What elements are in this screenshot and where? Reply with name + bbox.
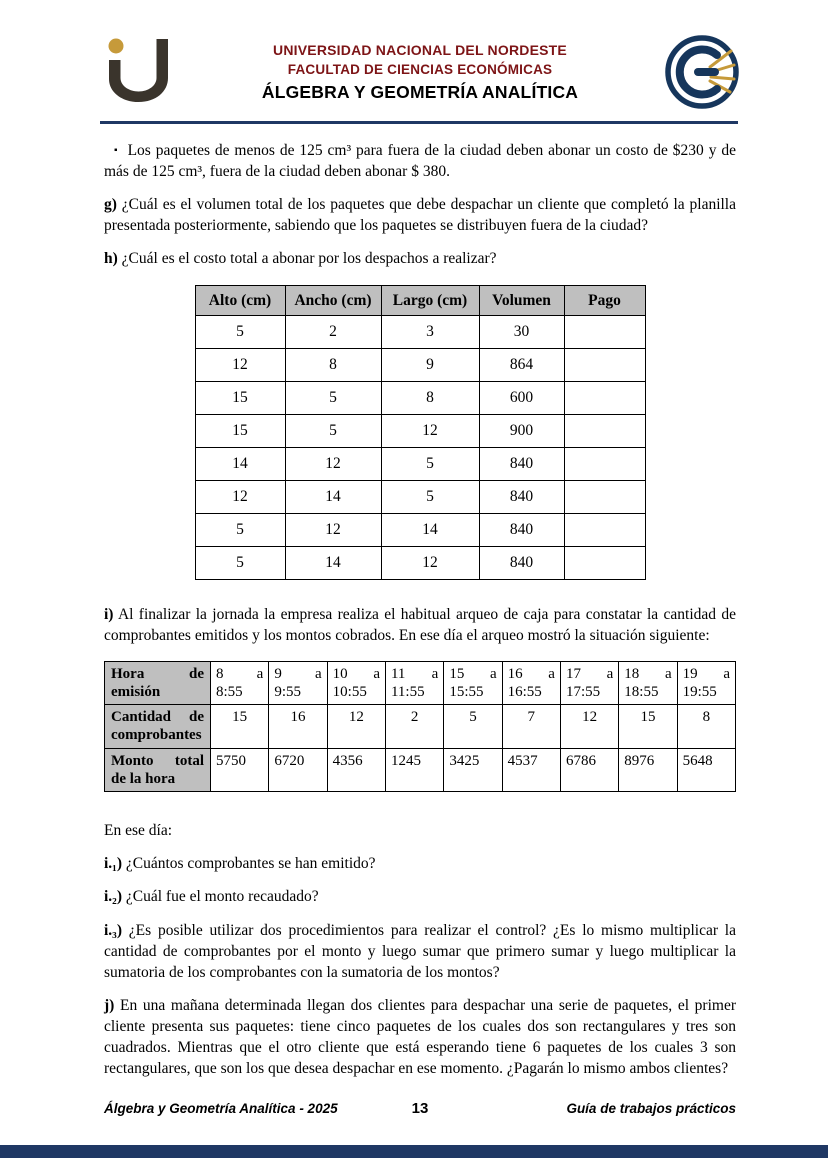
cell: 840 bbox=[479, 481, 564, 514]
item-i3 bbox=[104, 920, 736, 983]
cell: 600 bbox=[479, 382, 564, 415]
arqueo-row-hora bbox=[105, 661, 736, 705]
item-h-text: ¿Cuál es el costo total a abonar por los despachos a realizar? bbox=[121, 250, 497, 268]
cell-pago-empty bbox=[564, 514, 645, 547]
page-footer bbox=[104, 1100, 736, 1117]
item-g-text: ¿Cuál es el volumen total de los paquetes que debe despachar un cliente que completó la planilla presentada posteriormente, sabiendo que los paquetes se distribuyen fuera de la ciudad? bbox=[104, 196, 736, 235]
item-i1 bbox=[104, 853, 736, 874]
cell: 12 bbox=[285, 514, 381, 547]
cell: 14 bbox=[381, 514, 479, 547]
arqueo-row-cantidad bbox=[105, 705, 736, 749]
unne-logo bbox=[100, 34, 176, 110]
page-header bbox=[0, 0, 828, 110]
arqueo-row-monto bbox=[105, 748, 736, 792]
cell: 840 bbox=[479, 547, 564, 580]
cell: 8 bbox=[381, 382, 479, 415]
item-j-text: En una mañana determinada llegan dos clientes para despachar una serie de paquetes, el primer cliente presenta sus paquetes: tiene cinco paquetes de los cuales dos son rectangulares y tres son cuadrados. Mientras que el otro cliente que está esperando tiene 6 paquetes de los cuales 3 son rectangulares, que son los que desea despachar en ese momento. ¿Pagarán lo mismo ambos clientes? bbox=[104, 996, 736, 1078]
page-content bbox=[0, 124, 828, 1079]
cell: 5 bbox=[195, 316, 285, 349]
item-i3-text: ¿Es posible utilizar dos procedimientos para realizar el control? ¿Es lo mismo multiplicar la cantidad de comprobantes por el monto y luego sumar que primero sumar y luego multiplicar la sumatoria de los comprobantes con la sumatoria de los montos? bbox=[104, 921, 736, 981]
column-header-alto: Alto (cm) bbox=[195, 286, 285, 316]
table-row bbox=[195, 481, 645, 514]
cell: 5 bbox=[285, 415, 381, 448]
qty-cell: 5 bbox=[444, 705, 502, 749]
bottom-bar bbox=[0, 1145, 828, 1158]
bullet-text: Los paquetes de menos de 125 cm³ para fuera de la ciudad deben abonar un costo de $230 y de más de 125 cm³, fuera de la ciudad deben abonar $ 380. bbox=[104, 142, 736, 181]
cell: 15 bbox=[195, 415, 285, 448]
cell: 15 bbox=[195, 382, 285, 415]
qty-cell: 7 bbox=[502, 705, 560, 749]
hour-cell: 19 a 19:55 bbox=[677, 661, 735, 705]
hour-cell: 9 a 9:55 bbox=[269, 661, 327, 705]
cell: 900 bbox=[479, 415, 564, 448]
item-i2 bbox=[104, 886, 736, 907]
cell-pago-empty bbox=[564, 415, 645, 448]
packages-header-row bbox=[195, 286, 645, 316]
cell: 30 bbox=[479, 316, 564, 349]
arqueo-table bbox=[104, 661, 736, 793]
column-header-volumen: Volumen bbox=[479, 286, 564, 316]
cell: 9 bbox=[381, 349, 479, 382]
qty-cell: 8 bbox=[677, 705, 735, 749]
university-name: UNIVERSIDAD NACIONAL DEL NORDESTE bbox=[273, 41, 567, 58]
column-header-pago: Pago bbox=[564, 286, 645, 316]
table-row bbox=[195, 514, 645, 547]
amount-cell: 1245 bbox=[385, 748, 443, 792]
table-row bbox=[195, 316, 645, 349]
row-header-monto: Monto total de la hora bbox=[105, 748, 211, 792]
hour-cell: 11 a 11:55 bbox=[385, 661, 443, 705]
cell: 840 bbox=[479, 514, 564, 547]
hour-cell: 18 a 18:55 bbox=[619, 661, 677, 705]
cell: 14 bbox=[285, 481, 381, 514]
cell: 864 bbox=[479, 349, 564, 382]
amount-cell: 3425 bbox=[444, 748, 502, 792]
hour-cell: 8 a 8:55 bbox=[211, 661, 269, 705]
faculty-name: FACULTAD DE CIENCIAS ECONÓMICAS bbox=[287, 61, 553, 77]
cell: 14 bbox=[285, 547, 381, 580]
table-row bbox=[195, 547, 645, 580]
item-i-text: Al finalizar la jornada la empresa realiza el habitual arqueo de caja para constatar la cantidad de comprobantes emitidos y los montos cobrados. En ese día el arqueo mostró la situación siguiente: bbox=[104, 606, 736, 645]
item-j bbox=[104, 995, 736, 1079]
table-row bbox=[195, 415, 645, 448]
qty-cell: 12 bbox=[560, 705, 618, 749]
amount-cell: 5750 bbox=[211, 748, 269, 792]
cell-pago-empty bbox=[564, 316, 645, 349]
item-h bbox=[104, 248, 736, 269]
footer-course-title: Álgebra y Geometría Analítica - 2025 bbox=[104, 1101, 338, 1116]
hour-cell: 16 a 16:55 bbox=[502, 661, 560, 705]
item-i1-label: i.₁) bbox=[104, 855, 122, 873]
item-i3-label: i.₃) bbox=[104, 921, 122, 939]
packages-table bbox=[195, 285, 646, 580]
column-header-ancho: Ancho (cm) bbox=[285, 286, 381, 316]
column-header-largo: Largo (cm) bbox=[381, 286, 479, 316]
amount-cell: 8976 bbox=[619, 748, 677, 792]
amount-cell: 4356 bbox=[327, 748, 385, 792]
bullet-marker: ▪ bbox=[114, 145, 119, 156]
item-g-label: g) bbox=[104, 196, 117, 214]
cell: 5 bbox=[195, 514, 285, 547]
item-i-label: i) bbox=[104, 606, 114, 624]
item-g bbox=[104, 194, 736, 236]
page-number: 13 bbox=[411, 1100, 429, 1117]
bullet-item bbox=[104, 140, 736, 182]
footer-guide-title: Guía de trabajos prácticos bbox=[566, 1101, 736, 1116]
hour-cell: 10 a 10:55 bbox=[327, 661, 385, 705]
cell: 2 bbox=[285, 316, 381, 349]
cell: 840 bbox=[479, 448, 564, 481]
fce-seal-icon bbox=[664, 34, 740, 110]
en-ese-dia-text: En ese día: bbox=[104, 822, 173, 840]
unne-u-icon bbox=[100, 34, 176, 110]
hour-cell: 15 a 15:55 bbox=[444, 661, 502, 705]
header-text-block bbox=[176, 42, 664, 103]
cell: 12 bbox=[381, 547, 479, 580]
qty-cell: 16 bbox=[269, 705, 327, 749]
qty-cell: 2 bbox=[385, 705, 443, 749]
row-header-cantidad: Cantidad de comprobantes bbox=[105, 705, 211, 749]
item-j-label: j) bbox=[104, 996, 115, 1014]
amount-cell: 4537 bbox=[502, 748, 560, 792]
table-row bbox=[195, 349, 645, 382]
cell: 8 bbox=[285, 349, 381, 382]
amount-cell: 6720 bbox=[269, 748, 327, 792]
cell: 12 bbox=[195, 481, 285, 514]
item-h-label: h) bbox=[104, 250, 118, 268]
cell: 5 bbox=[381, 448, 479, 481]
cell: 12 bbox=[195, 349, 285, 382]
cell-pago-empty bbox=[564, 547, 645, 580]
item-i2-text: ¿Cuál fue el monto recaudado? bbox=[125, 888, 319, 906]
cell: 5 bbox=[285, 382, 381, 415]
cell-pago-empty bbox=[564, 382, 645, 415]
cell-pago-empty bbox=[564, 481, 645, 514]
table-row bbox=[195, 448, 645, 481]
cell-pago-empty bbox=[564, 448, 645, 481]
amount-cell: 5648 bbox=[677, 748, 735, 792]
hour-cell: 17 a 17:55 bbox=[560, 661, 618, 705]
item-i1-text: ¿Cuántos comprobantes se han emitido? bbox=[125, 855, 376, 873]
fce-seal-logo bbox=[664, 34, 740, 110]
qty-cell: 12 bbox=[327, 705, 385, 749]
cell: 3 bbox=[381, 316, 479, 349]
amount-cell: 6786 bbox=[560, 748, 618, 792]
item-i2-label: i.₂) bbox=[104, 888, 122, 906]
cell: 5 bbox=[381, 481, 479, 514]
qty-cell: 15 bbox=[619, 705, 677, 749]
cell: 12 bbox=[285, 448, 381, 481]
cell: 12 bbox=[381, 415, 479, 448]
course-title: ÁLGEBRA Y GEOMETRÍA ANALÍTICA bbox=[261, 81, 579, 102]
cell: 5 bbox=[195, 547, 285, 580]
qty-cell: 15 bbox=[211, 705, 269, 749]
cell: 14 bbox=[195, 448, 285, 481]
item-i bbox=[104, 604, 736, 646]
table-row bbox=[195, 382, 645, 415]
cell-pago-empty bbox=[564, 349, 645, 382]
row-header-hora: Hora de emisión bbox=[105, 661, 211, 705]
